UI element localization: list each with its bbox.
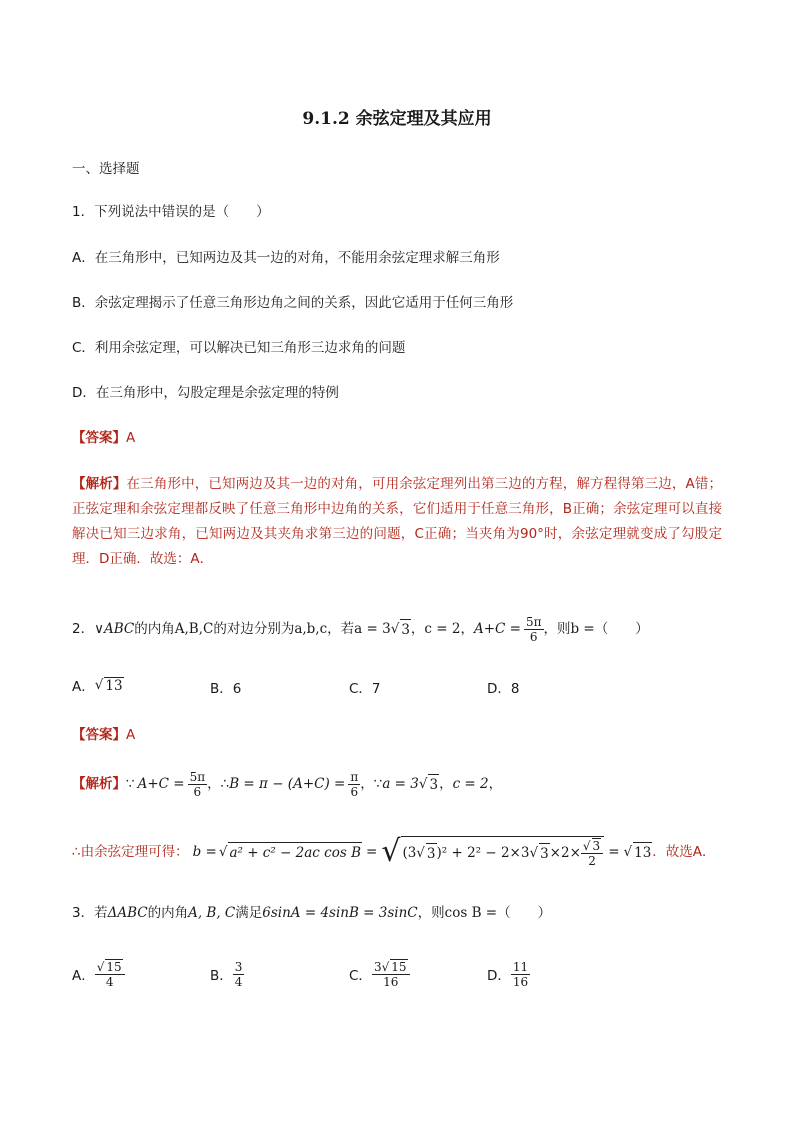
- radicand-part3: ×2×: [549, 845, 581, 861]
- q2-ask: b =: [570, 621, 595, 637]
- q2-text1: 的内角: [134, 621, 175, 637]
- radicand-part2: )² + 2² − 2×3: [436, 845, 530, 861]
- section-heading: 一、选择题: [72, 161, 140, 177]
- exp-c: c = 2: [452, 776, 489, 792]
- fraction-numerator: π: [350, 769, 359, 784]
- exp-sep: ，: [439, 776, 453, 792]
- q2-explanation-line2: [72, 830, 716, 874]
- exp-line2-b: b =: [192, 844, 217, 860]
- option-fraction: [511, 960, 530, 989]
- option-fraction: [372, 959, 410, 989]
- because-symbol: ∵: [126, 776, 135, 792]
- option-label: A．: [72, 679, 95, 695]
- q1-answer: [72, 428, 135, 448]
- large-sqrt-icon: √: [381, 834, 401, 869]
- radicand-part1: (3: [402, 845, 417, 861]
- q2-answer: [72, 725, 135, 745]
- exp-line2-answer: A．: [692, 844, 716, 860]
- fraction-denominator: 16: [512, 974, 529, 989]
- q2-triangle: ∨ABC: [94, 621, 135, 637]
- explanation-text: 在三角形中，已知两边及其一边的对角，可用余弦定理列出第三边的方程，解方程得第三边，A错；正弦定理和余弦定理都反映了任意三角形中边角的关系，它们适用于任意三角形，B正确；余弦定理可以直接解决已知三边求角，已知两边及其夹角求第三边的问题，C正确；当夹角为90°时，余弦定理就变成了勾股定理．D正确．故选：A．: [72, 476, 723, 567]
- q3-text1: 的内角: [147, 905, 189, 921]
- q2-sep1: ，: [410, 621, 425, 637]
- q3-angles: A, B, C: [188, 905, 236, 921]
- exp-line2-inner: a² + c² − 2ac cos B: [228, 842, 362, 863]
- sqrt-icon: √: [623, 844, 633, 860]
- q3-stem: [72, 902, 551, 924]
- fraction-numerator: 15: [391, 960, 407, 974]
- q2-sum-fraction: [524, 615, 544, 644]
- explanation-label: 【解析】: [72, 776, 126, 792]
- exp-line2-big-radicand: [401, 836, 604, 868]
- q2-sep2: ，: [460, 621, 474, 637]
- q2-option-d: D．8: [487, 681, 520, 697]
- q2-number: 2．: [72, 621, 95, 637]
- q3-text3: ，则: [417, 905, 445, 921]
- exp-line2-result: 13: [633, 842, 652, 863]
- option-fraction: [233, 960, 245, 989]
- exp-line2-eq2: =: [608, 844, 620, 860]
- fraction-denominator: 2: [588, 854, 596, 868]
- fraction-denominator: 6: [350, 784, 359, 799]
- sqrt-icon: √: [529, 845, 539, 861]
- q1-option-c: C．利用余弦定理，可以解决已知三角形三边求角的问题: [72, 340, 406, 356]
- fraction-numerator: 5π: [525, 614, 542, 629]
- option-label: D．: [487, 968, 511, 984]
- q2-paren: （ ）: [594, 621, 649, 637]
- q1-stem: 1．下列说法中错误的是（ ）: [72, 204, 270, 220]
- q3-ask: cos B =: [444, 905, 498, 921]
- sqrt-icon: √: [381, 960, 390, 974]
- q2-stem: [72, 614, 649, 644]
- exp-a-root: 3: [428, 774, 439, 795]
- q2-explanation-line1: [72, 766, 502, 802]
- explanation-label: 【解析】: [72, 476, 127, 492]
- radicand-root1: 3: [426, 843, 437, 864]
- sqrt-icon: √: [96, 960, 105, 974]
- q3-condition: 6sinA = 4sinB = 3sinC: [262, 905, 418, 921]
- therefore-symbol: ，∴: [207, 776, 230, 792]
- exp-b-fraction: [348, 770, 360, 799]
- sqrt-icon: √: [94, 677, 104, 693]
- q1-option-d: D．在三角形中，勾股定理是余弦定理的特例: [72, 385, 339, 401]
- option-label: B．: [210, 968, 233, 984]
- q2-text4: ，则: [543, 621, 571, 637]
- q2-cond-a: a = 3: [354, 621, 391, 637]
- exp-end: ，: [488, 776, 503, 792]
- fraction-denominator: 6: [193, 784, 202, 799]
- exp-line2-end: ．故选: [652, 844, 693, 860]
- q2-option-a: [72, 674, 124, 696]
- q2-sum-lhs: A+C =: [473, 621, 521, 637]
- q1-explanation: [72, 472, 722, 572]
- exp-b: B = π − (A+C) =: [229, 776, 346, 792]
- sqrt-icon: √: [218, 844, 228, 860]
- sqrt-icon: √: [390, 621, 400, 637]
- q2-text2: 的对边分别为: [213, 621, 295, 637]
- exp-line2-eq: =: [366, 844, 378, 860]
- q1-option-a: A．在三角形中，已知两边及其一边的对角，不能用余弦定理求解三角形: [72, 250, 500, 266]
- option-label: A．: [72, 968, 95, 984]
- fraction-numerator: 11: [512, 959, 529, 974]
- radicand-root2: 3: [539, 843, 550, 864]
- exp-sum-fraction: [188, 770, 208, 799]
- sqrt-icon: √: [418, 776, 428, 792]
- q1-option-b: B．余弦定理揭示了任意三角形边角之间的关系，因此它适用于任何三角形: [72, 295, 514, 311]
- fraction-numerator: 5π: [189, 769, 206, 784]
- fraction-numerator: 3: [592, 839, 601, 853]
- fraction-denominator: 6: [529, 629, 538, 644]
- q3-option-a: [72, 954, 125, 994]
- answer-label: 【答案】: [72, 727, 126, 743]
- q3-text2: 满足: [235, 905, 263, 921]
- answer-label: 【答案】: [72, 430, 126, 446]
- q2-angles: A,B,C: [174, 621, 214, 637]
- answer-value: A: [126, 727, 136, 743]
- q3-option-d: [487, 954, 530, 994]
- fraction-numerator: 3: [234, 959, 243, 974]
- exp-a: a = 3: [382, 776, 419, 792]
- fraction-denominator: 4: [105, 975, 114, 989]
- option-value: 13: [105, 677, 123, 694]
- q2-option-b: B．6: [210, 681, 242, 697]
- fraction-denominator: 16: [383, 975, 399, 989]
- answer-value: A: [126, 430, 136, 446]
- sqrt-icon: √: [416, 845, 425, 861]
- q3-triangle: ΔABC: [107, 905, 148, 921]
- fraction-denominator: 4: [234, 974, 243, 989]
- option-label: C．: [349, 968, 372, 984]
- q2-cond-c: c = 2: [424, 621, 461, 637]
- page-title: 9.1.2 余弦定理及其应用: [302, 109, 492, 129]
- exp-sum: A+C =: [137, 776, 185, 792]
- radicand-fraction: [581, 838, 603, 868]
- q2-option-c: C．7: [349, 681, 381, 697]
- fraction-numerator-coef: 3: [373, 960, 382, 974]
- q3-option-c: [349, 954, 410, 994]
- fraction-numerator: 15: [106, 960, 122, 974]
- q2-sides: a,b,c: [294, 621, 328, 637]
- q2-text3: ，若: [327, 621, 355, 637]
- sqrt-icon: √: [582, 839, 591, 853]
- q3-option-b: [210, 954, 244, 994]
- q2-cond-a-root: 3: [400, 619, 411, 640]
- because-symbol-2: ，∵: [360, 776, 383, 792]
- q3-number: 3．若: [72, 905, 108, 921]
- exp-line2-prefix: ∴由余弦定理可得：: [72, 844, 189, 860]
- option-fraction: [95, 959, 125, 989]
- q3-paren: （ ）: [497, 905, 552, 921]
